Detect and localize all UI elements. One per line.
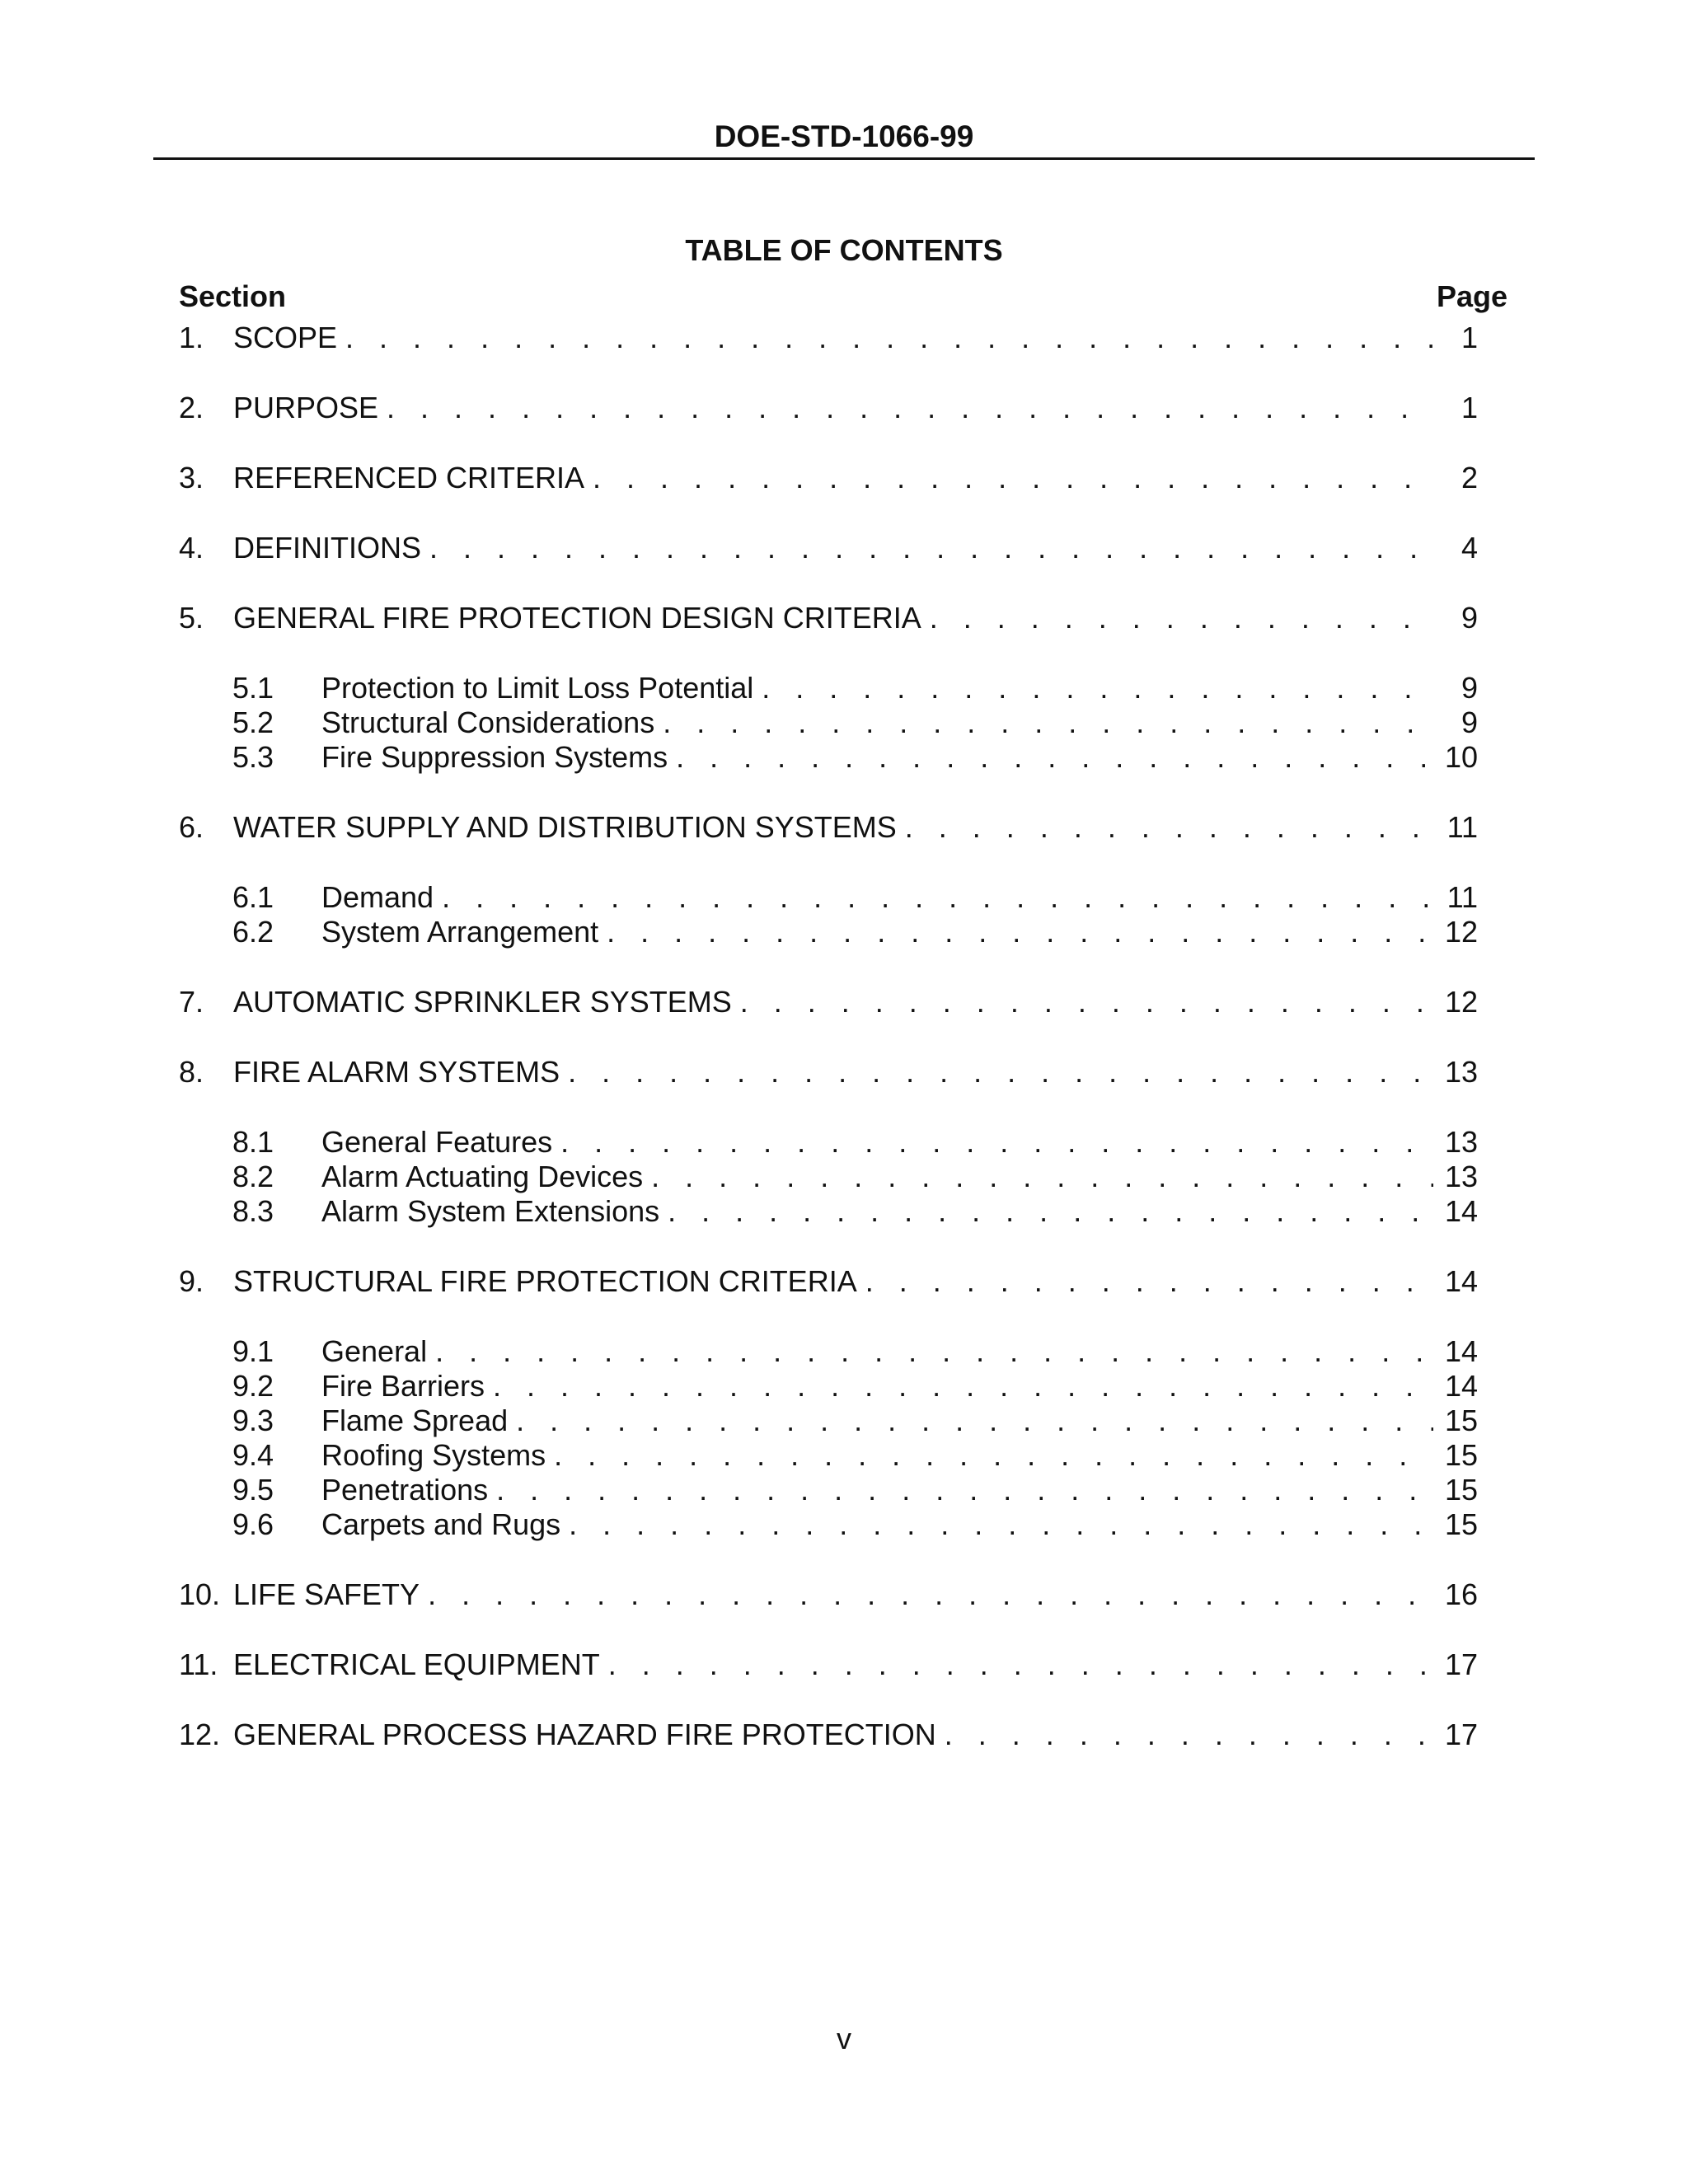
toc-entry-number: 4. <box>179 531 204 565</box>
toc-entry <box>179 1647 1478 1683</box>
toc-entry-number: 9.5 <box>232 1473 274 1507</box>
toc-entry-label: General Features <box>321 1125 553 1159</box>
toc-entry-number: 5. <box>179 601 204 635</box>
toc-entry-page: 12 <box>1444 915 1478 949</box>
toc-entry-page: 13 <box>1444 1160 1478 1193</box>
toc-entry <box>179 809 1478 846</box>
toc-subentry <box>232 1124 1478 1160</box>
toc-entry-label: Flame Spread <box>321 1404 509 1437</box>
toc-entry-page: 14 <box>1444 1194 1478 1228</box>
toc-entry-page: 15 <box>1444 1473 1478 1507</box>
toc-entry-page: 15 <box>1444 1438 1478 1472</box>
section-column-heading: Section <box>179 279 287 313</box>
toc-entry-page: 4 <box>1461 531 1478 565</box>
toc-entry-label: DEFINITIONS <box>233 531 422 565</box>
toc-subentry <box>232 1333 1478 1370</box>
toc-entry-page: 10 <box>1444 740 1478 774</box>
toc-entry-label: Penetrations <box>321 1473 489 1507</box>
toc-entry-label: GENERAL PROCESS HAZARD FIRE PROTECTION <box>233 1718 936 1751</box>
toc-subentry <box>232 1507 1478 1543</box>
toc-entry-label: FIRE ALARM SYSTEMS <box>233 1055 560 1089</box>
toc-entry-label: GENERAL FIRE PROTECTION DESIGN CRITERIA <box>233 601 921 635</box>
toc-entry-number: 8. <box>179 1055 204 1089</box>
toc-entry-page: 14 <box>1444 1334 1478 1368</box>
toc-entry-number: 9.1 <box>232 1334 274 1368</box>
toc-subentry <box>232 739 1478 776</box>
toc-entry-page: 14 <box>1444 1369 1478 1403</box>
toc-entry-number: 9. <box>179 1264 204 1298</box>
toc-subentry <box>232 1403 1478 1439</box>
toc-entry-number: 5.2 <box>232 705 274 739</box>
toc-entry <box>179 1054 1478 1090</box>
toc-entry <box>179 1717 1478 1753</box>
dot-leader <box>493 1368 1433 1404</box>
toc-entry-page: 9 <box>1461 705 1478 739</box>
document-id: DOE-STD-1066-99 <box>714 120 974 153</box>
dot-leader <box>905 809 1433 846</box>
toc-entry <box>179 984 1478 1020</box>
dot-leader <box>435 1333 1433 1370</box>
dot-leader <box>762 670 1433 706</box>
page-column-heading: Page <box>1436 279 1507 313</box>
toc-subentry <box>232 1159 1478 1195</box>
dot-leader <box>676 739 1433 776</box>
toc-entry-label: Structural Considerations <box>321 705 655 739</box>
toc-entry-number: 12. <box>179 1718 221 1751</box>
toc-title: TABLE OF CONTENTS <box>685 233 1003 267</box>
toc-entry-number: 6.2 <box>232 915 274 949</box>
toc-entry-number: 8.3 <box>232 1194 274 1228</box>
toc-subentry <box>232 879 1478 916</box>
toc-entry-page: 12 <box>1444 985 1478 1019</box>
toc-entry-page: 11 <box>1447 810 1478 844</box>
dot-leader <box>740 984 1433 1020</box>
toc-entry-label: WATER SUPPLY AND DISTRIBUTION SYSTEMS <box>233 810 897 844</box>
toc-subentry <box>232 705 1478 741</box>
toc-entry-label: PURPOSE <box>233 391 379 424</box>
toc-entry-number: 11. <box>179 1647 218 1681</box>
toc-entry-label: Carpets and Rugs <box>321 1507 561 1541</box>
toc-entry-page: 1 <box>1461 321 1478 354</box>
toc-entry-label: Fire Barriers <box>321 1369 485 1403</box>
toc-entry <box>179 390 1478 426</box>
toc-entry-number: 5.1 <box>232 671 274 705</box>
dot-leader <box>345 320 1433 356</box>
toc-entry-number: 9.2 <box>232 1369 274 1403</box>
dot-leader <box>593 460 1433 496</box>
toc-entry-page: 2 <box>1461 461 1478 494</box>
toc-subentry <box>232 1193 1478 1230</box>
toc-entry-page: 16 <box>1444 1577 1478 1611</box>
toc-entry-label: Protection to Limit Loss Potential <box>321 671 754 705</box>
toc-entry-number: 7. <box>179 985 204 1019</box>
page-number: v <box>837 2022 851 2055</box>
toc-entry <box>179 600 1478 636</box>
toc-entry-number: 6. <box>179 810 204 844</box>
toc-entry-label: General <box>321 1334 428 1368</box>
toc-entry-page: 9 <box>1461 601 1478 635</box>
dot-leader <box>865 1263 1433 1300</box>
toc-entry <box>179 530 1478 566</box>
toc-entry-label: STRUCTURAL FIRE PROTECTION CRITERIA <box>233 1264 857 1298</box>
toc-subentry <box>232 914 1478 950</box>
dot-leader <box>496 1472 1433 1508</box>
toc-entry-number: 8.2 <box>232 1160 274 1193</box>
toc-entry-number: 10. <box>179 1577 221 1611</box>
toc-entry-page: 9 <box>1461 671 1478 705</box>
dot-leader <box>569 1507 1433 1543</box>
toc-entry-page: 15 <box>1444 1404 1478 1437</box>
dot-leader <box>608 1647 1433 1683</box>
dot-leader <box>930 600 1433 636</box>
toc-entry-label: Roofing Systems <box>321 1438 546 1472</box>
dot-leader <box>651 1159 1433 1195</box>
toc-entry-page: 17 <box>1444 1647 1478 1681</box>
dot-leader <box>945 1717 1433 1753</box>
toc-entry-number: 8.1 <box>232 1125 274 1159</box>
dot-leader <box>429 530 1433 566</box>
toc-entry-page: 13 <box>1444 1055 1478 1089</box>
toc-entry-number: 3. <box>179 461 204 494</box>
toc-entry <box>179 1577 1478 1613</box>
dot-leader <box>607 914 1433 950</box>
toc-entry-label: ELECTRICAL EQUIPMENT <box>233 1647 600 1681</box>
toc-entry-label: LIFE SAFETY <box>233 1577 420 1611</box>
toc-entry-label: Fire Suppression Systems <box>321 740 668 774</box>
toc-entry <box>179 1263 1478 1300</box>
toc-entry-number: 9.3 <box>232 1404 274 1437</box>
toc-entry-number: 5.3 <box>232 740 274 774</box>
toc-entry-page: 13 <box>1444 1125 1478 1159</box>
toc-subentry <box>232 1472 1478 1508</box>
toc-entry-number: 1. <box>179 321 204 354</box>
dot-leader <box>387 390 1433 426</box>
toc-entry-number: 9.4 <box>232 1438 274 1472</box>
dot-leader <box>428 1577 1433 1613</box>
toc-entry-page: 11 <box>1447 880 1478 914</box>
toc-entry <box>179 320 1478 356</box>
dot-leader <box>516 1403 1433 1439</box>
toc-entry-label: Demand <box>321 880 434 914</box>
dot-leader <box>568 1054 1433 1090</box>
toc-entry-label: AUTOMATIC SPRINKLER SYSTEMS <box>233 985 732 1019</box>
toc-subentry <box>232 1437 1478 1474</box>
toc-entry-number: 2. <box>179 391 204 424</box>
toc-entry-page: 1 <box>1461 391 1478 424</box>
dot-leader <box>442 879 1433 916</box>
toc-entry <box>179 460 1478 496</box>
toc-entry-label: Alarm Actuating Devices <box>321 1160 644 1193</box>
toc-entry-page: 15 <box>1444 1507 1478 1541</box>
dot-leader <box>668 1193 1433 1230</box>
toc-entry-label: System Arrangement <box>321 915 599 949</box>
toc-subentry <box>232 670 1478 706</box>
toc-subentry <box>232 1368 1478 1404</box>
toc-entry-label: SCOPE <box>233 321 338 354</box>
dot-leader <box>554 1437 1433 1474</box>
dot-leader <box>560 1124 1433 1160</box>
toc-entry-page: 14 <box>1444 1264 1478 1298</box>
dot-leader <box>663 705 1433 741</box>
toc-entry-label: Alarm System Extensions <box>321 1194 660 1228</box>
toc-entry-number: 6.1 <box>232 880 274 914</box>
toc-entry-number: 9.6 <box>232 1507 274 1541</box>
toc-entry-page: 17 <box>1444 1718 1478 1751</box>
toc-entry-label: REFERENCED CRITERIA <box>233 461 585 494</box>
